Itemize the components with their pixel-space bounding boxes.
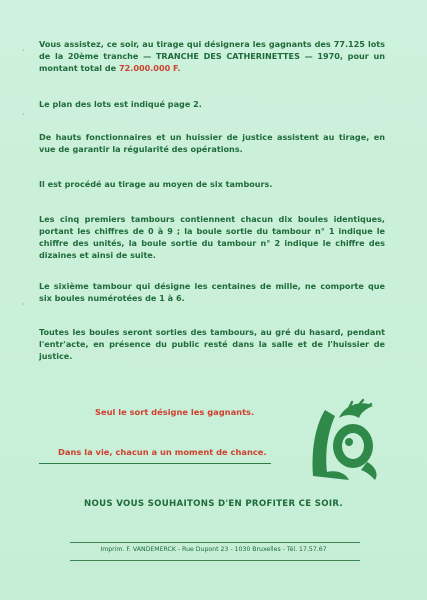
closing-message: NOUS VOUS SOUHAITONS D'EN PROFITER CE SOIR.	[84, 499, 343, 509]
margin-mark: ·	[22, 46, 25, 55]
sixth-drum-paragraph: Le sixième tambour qui désigne les centaines de mille, ne comporte que six boules numérotées de 1 à 6.	[39, 281, 385, 303]
drums-paragraph: Il est procédé au tirage au moyen de six tambours.	[39, 179, 273, 189]
officials-paragraph: De hauts fonctionnaires et un huissier de justice assistent au tirage, en vue de garantir la régularité des opérations.	[39, 132, 385, 154]
margin-mark: ·	[22, 300, 25, 309]
prize-plan-paragraph: Le plan des lots est indiqué page 2.	[39, 99, 202, 109]
footer-rule-top	[70, 542, 360, 543]
intro-text: Vous assistez, ce soir, au tirage qui désignera les gagnants des 77.125 lots de la 20ème tranche — TRANCHE DES CATHERINETTES — 1970, pour un montant total de	[39, 39, 385, 73]
intermission-paragraph: Toutes les boules seront sorties des tambours, au gré du hasard, pendant l'entr'acte, en présence du public resté dans la salle et de l'huissier de justice.	[39, 327, 385, 361]
tagline-fate: Seul le sort désigne les gagnants.	[95, 407, 255, 417]
margin-mark: ·	[22, 110, 25, 119]
printer-footer: Imprim. F. VANDEMERCK - Rue Dupont 23 - 1030 Bruxelles - Tél. 17.57.67	[100, 546, 327, 553]
tagline-underline	[39, 463, 271, 464]
first-drums-paragraph: Les cinq premiers tambours contiennent chacun dix boules identiques, portant les chiffres de 0 à 9 ; la boule sortie du tambour n° 1 indique le chiffre des unités, la boule sortie du tambour n° 2 indique le chiffre des dizaines et ainsi de suite.	[39, 214, 385, 260]
lottery-logo	[305, 396, 387, 486]
tagline-chance: Dans la vie, chacun a un moment de chance.	[58, 447, 267, 457]
intro-paragraph	[39, 38, 385, 74]
total-amount: 72.000.000 F.	[119, 63, 181, 73]
footer-rule-bottom	[70, 560, 360, 561]
